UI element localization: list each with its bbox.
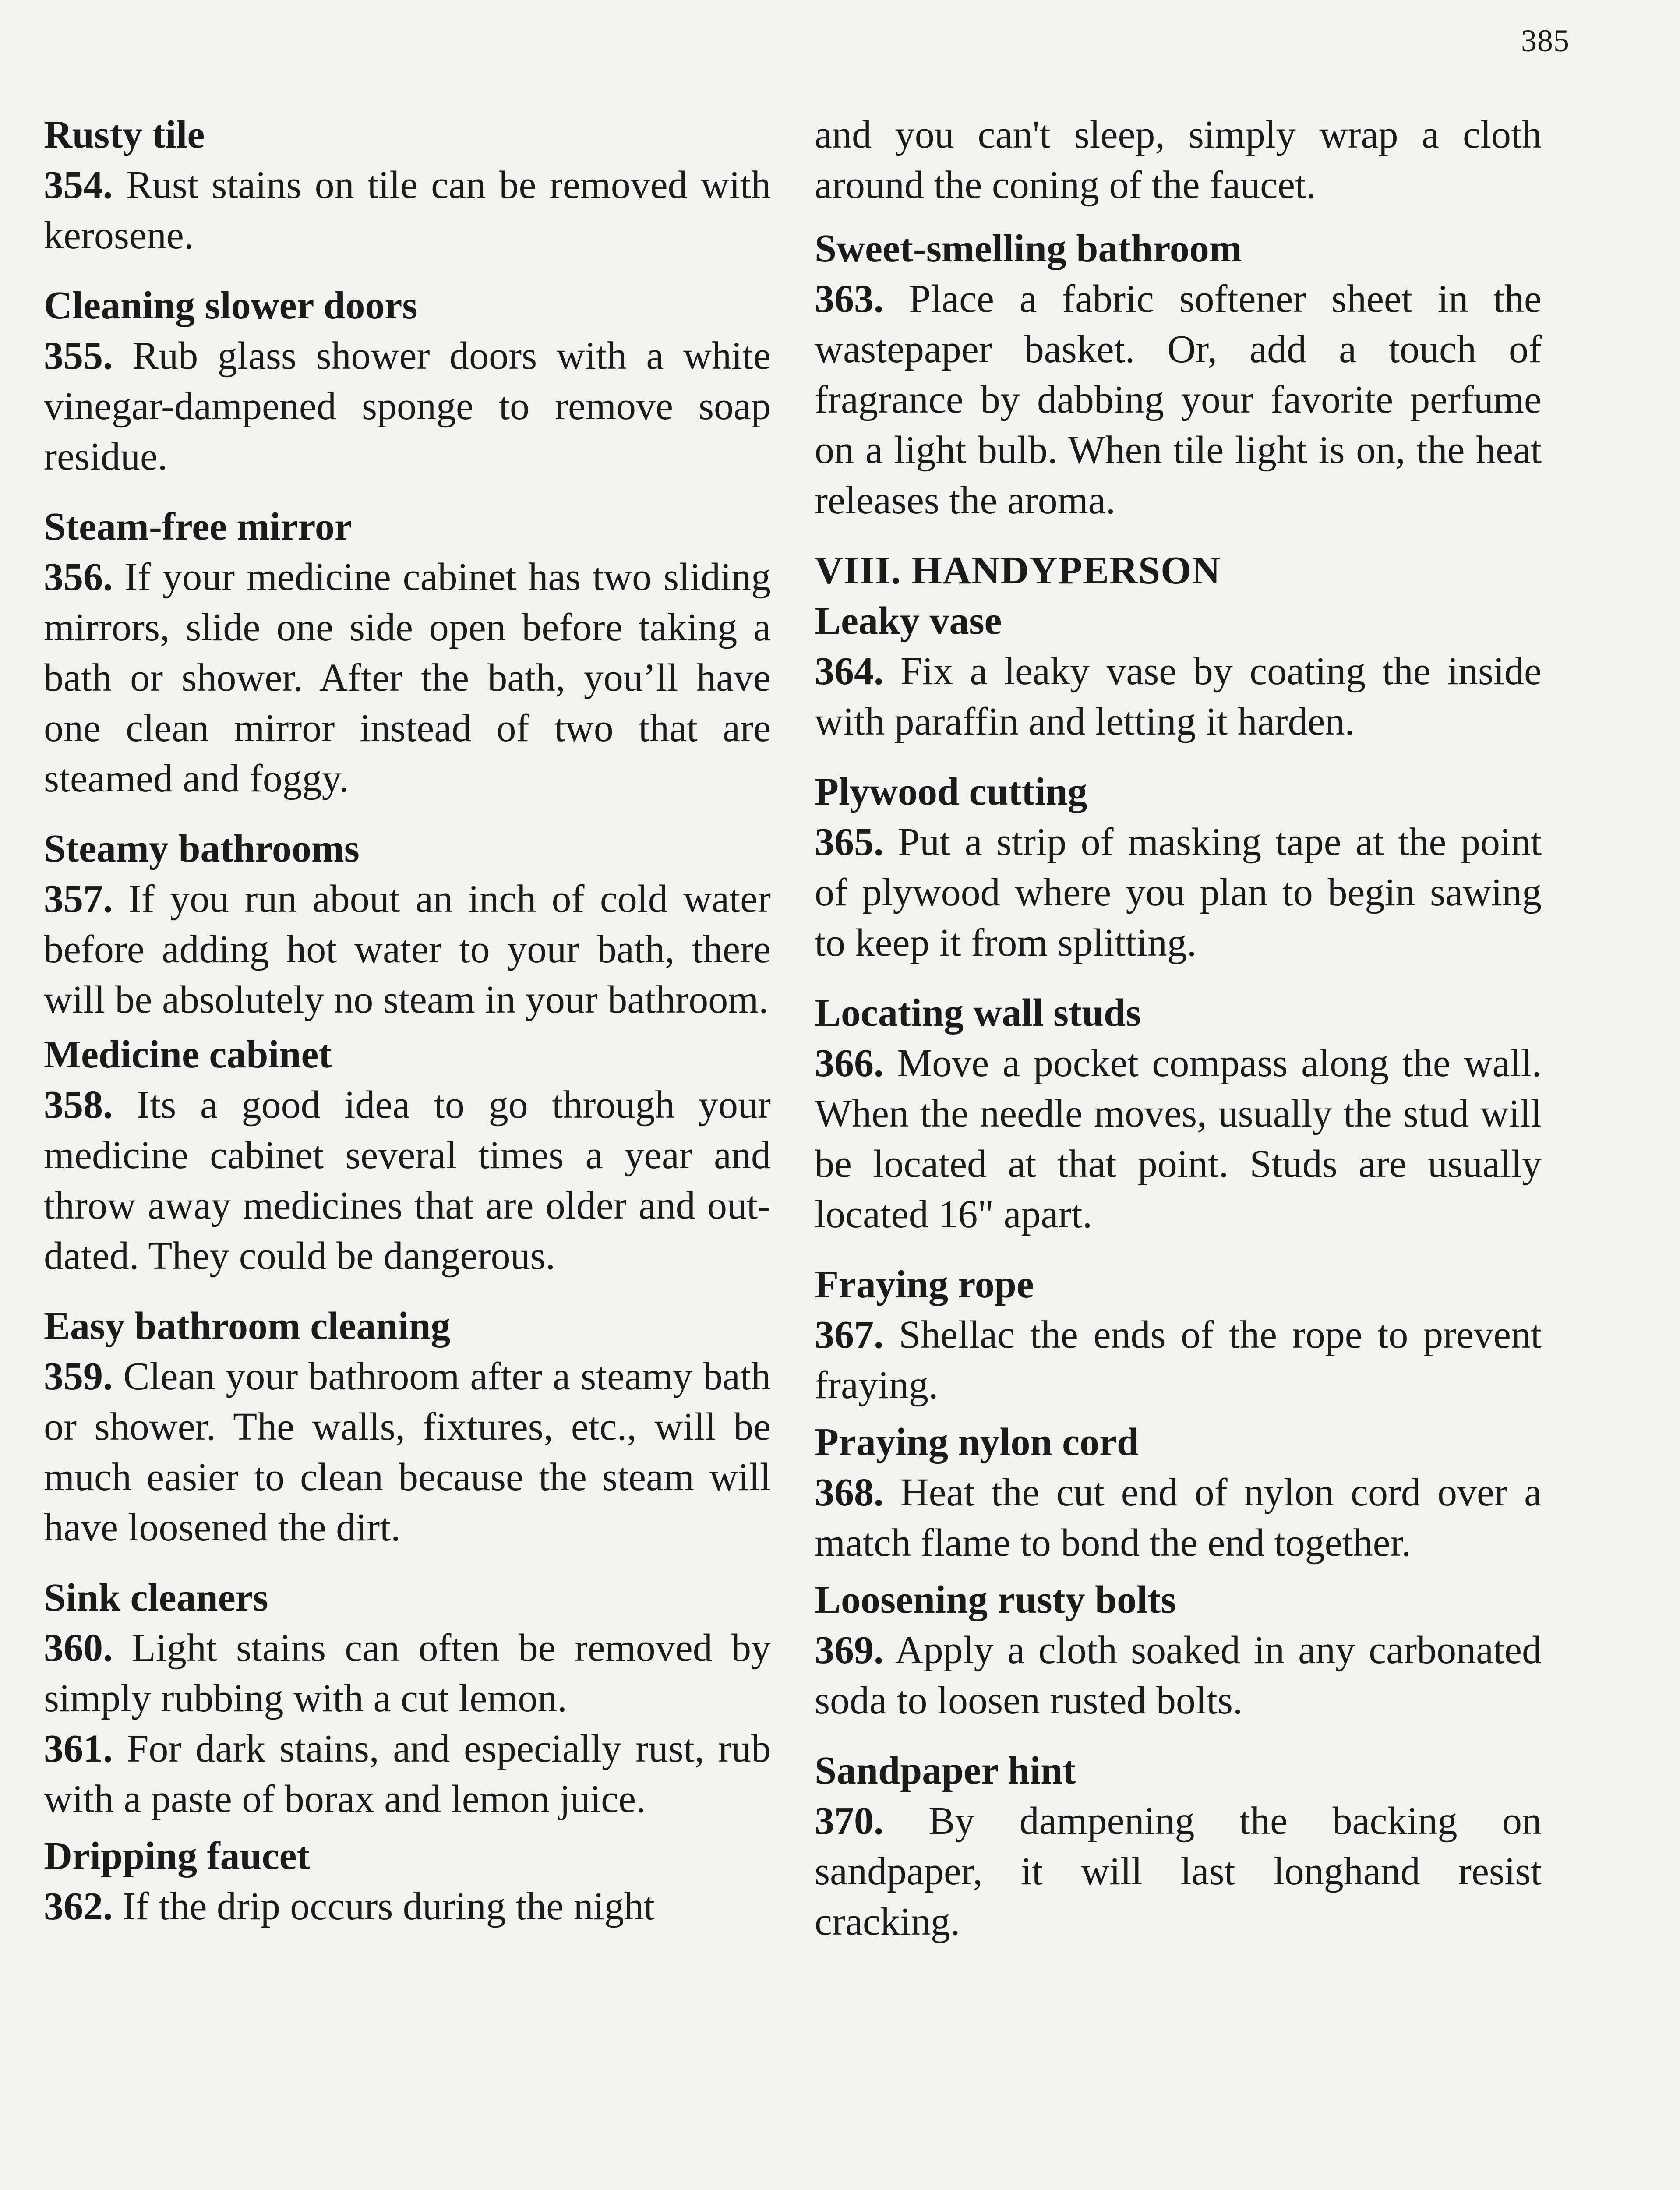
tip-number: 366. bbox=[815, 1042, 884, 1085]
heading-steam-free-mirror: Steam-free mirror bbox=[44, 505, 352, 548]
tip-number: 368. bbox=[815, 1471, 884, 1514]
tip-text: Light stains can often be removed by simply rubbing with a cut lemon. bbox=[44, 1626, 771, 1720]
tip-text: Rub glass shower doors with a white vinegar-dampened sponge to remove soap residue. bbox=[44, 334, 771, 478]
tip-number: 363. bbox=[815, 277, 884, 321]
heading-leaky-vase: Leaky vase bbox=[815, 599, 1002, 643]
tip-text: By dampening the backing on sandpaper, it will last longhand resist cracking. bbox=[815, 1799, 1542, 1943]
heading-steamy-bathrooms: Steamy bathrooms bbox=[44, 827, 360, 870]
tip-text: Fix a leaky vase by coating the inside with paraffin and letting it harden. bbox=[815, 650, 1542, 743]
heading-dripping-faucet: Dripping faucet bbox=[44, 1834, 310, 1878]
tip-370 bbox=[815, 1796, 1542, 1947]
heading-plywood-cutting: Plywood cutting bbox=[815, 770, 1087, 813]
tip-number: 359. bbox=[44, 1355, 113, 1398]
tip-362-continuation: and you can't sleep, simply wrap a cloth around the coning of the faucet. bbox=[815, 113, 1542, 207]
heading-locating-wall-studs: Locating wall studs bbox=[815, 991, 1141, 1035]
tip-text: Move a pocket compass along the wall. When the needle moves, usually the stud will be located at that point. Studs are usually located 16" apart. bbox=[815, 1042, 1542, 1236]
tip-362 bbox=[44, 1881, 771, 1932]
tip-number: 358. bbox=[44, 1083, 113, 1127]
tip-text: If you run about an inch of cold water before adding hot water to your bath, there will be absolutely no steam in your bathroom. bbox=[44, 877, 771, 1021]
tip-354 bbox=[44, 160, 771, 261]
tip-number: 369. bbox=[815, 1628, 884, 1672]
heading-sweet-smelling-bathroom: Sweet-smelling bathroom bbox=[815, 227, 1242, 270]
tip-text: Heat the cut end of nylon cord over a match flame to bond the end together. bbox=[815, 1471, 1542, 1565]
section-title-handyperson: VIII. HANDYPERSON bbox=[815, 549, 1221, 592]
tip-366 bbox=[815, 1038, 1542, 1240]
heading-rusty-tile: Rusty tile bbox=[44, 113, 205, 156]
tip-363 bbox=[815, 274, 1542, 526]
heading-cleaning-shower-doors: Cleaning slower doors bbox=[44, 284, 418, 327]
tip-text: Put a strip of masking tape at the point of plywood where you plan to begin sawing to keep it from splitting. bbox=[815, 820, 1542, 964]
heading-loosening-rusty-bolts: Loosening rusty bolts bbox=[815, 1578, 1176, 1621]
heading-medicine-cabinet: Medicine cabinet bbox=[44, 1033, 332, 1076]
tip-number: 361. bbox=[44, 1727, 113, 1770]
tip-number: 355. bbox=[44, 334, 113, 378]
tip-360 bbox=[44, 1623, 771, 1724]
heading-easy-bathroom-cleaning: Easy bathroom cleaning bbox=[44, 1304, 451, 1348]
tip-text: Its a good idea to go through your medicine cabinet several times a year and throw away medicines that are older and out-dated. They could be dangerous. bbox=[44, 1083, 771, 1278]
tip-text: For dark stains, and especially rust, rub with a paste of borax and lemon juice. bbox=[44, 1727, 771, 1821]
heading-fraying-rope: Fraying rope bbox=[815, 1263, 1034, 1306]
tip-364 bbox=[815, 646, 1542, 747]
tip-number: 360. bbox=[44, 1626, 113, 1670]
tip-number: 362. bbox=[44, 1885, 113, 1928]
tip-number: 367. bbox=[815, 1313, 884, 1356]
heading-fraying-nylon-cord: Praying nylon cord bbox=[815, 1420, 1139, 1464]
tip-number: 364. bbox=[815, 650, 884, 693]
heading-sink-cleaners: Sink cleaners bbox=[44, 1576, 268, 1619]
tip-368 bbox=[815, 1467, 1542, 1568]
tip-text: Clean your bathroom after a steamy bath or shower. The walls, fixtures, etc., will be much easier to clean because the steam will have loosened the dirt. bbox=[44, 1355, 771, 1549]
tip-369 bbox=[815, 1625, 1542, 1726]
page-number: 385 bbox=[1521, 23, 1570, 58]
tip-361 bbox=[44, 1724, 771, 1824]
tip-number: 357. bbox=[44, 877, 113, 921]
right-column bbox=[815, 110, 1542, 1947]
tip-365 bbox=[815, 817, 1542, 968]
tip-text: If the drip occurs during the night bbox=[123, 1885, 655, 1928]
tip-358 bbox=[44, 1080, 771, 1281]
tip-355 bbox=[44, 331, 771, 482]
tip-367 bbox=[815, 1310, 1542, 1410]
heading-sandpaper-hint: Sandpaper hint bbox=[815, 1749, 1076, 1792]
left-column bbox=[44, 110, 771, 1932]
tip-text: Shellac the ends of the rope to prevent fraying. bbox=[815, 1313, 1542, 1407]
tip-number: 356. bbox=[44, 555, 113, 599]
tip-number: 365. bbox=[815, 820, 884, 864]
tip-356 bbox=[44, 552, 771, 804]
tip-357 bbox=[44, 874, 771, 1025]
tip-text: If your medicine cabinet has two sliding mirrors, slide one side open before taking a bath or shower. After the bath, you’ll have one clean mirror instead of two that are steamed and foggy. bbox=[44, 555, 771, 800]
tip-text: Apply a cloth soaked in any carbonated soda to loosen rusted bolts. bbox=[815, 1628, 1542, 1722]
tip-text: Rust stains on tile can be removed with kerosene. bbox=[44, 163, 771, 257]
tip-359 bbox=[44, 1351, 771, 1553]
tip-text: Place a fabric softener sheet in the wastepaper basket. Or, add a touch of fragrance by dabbing your favorite perfume on a light bulb. When tile light is on, the heat releases the aroma. bbox=[815, 277, 1542, 522]
tip-number: 370. bbox=[815, 1799, 884, 1843]
tip-number: 354. bbox=[44, 163, 113, 207]
